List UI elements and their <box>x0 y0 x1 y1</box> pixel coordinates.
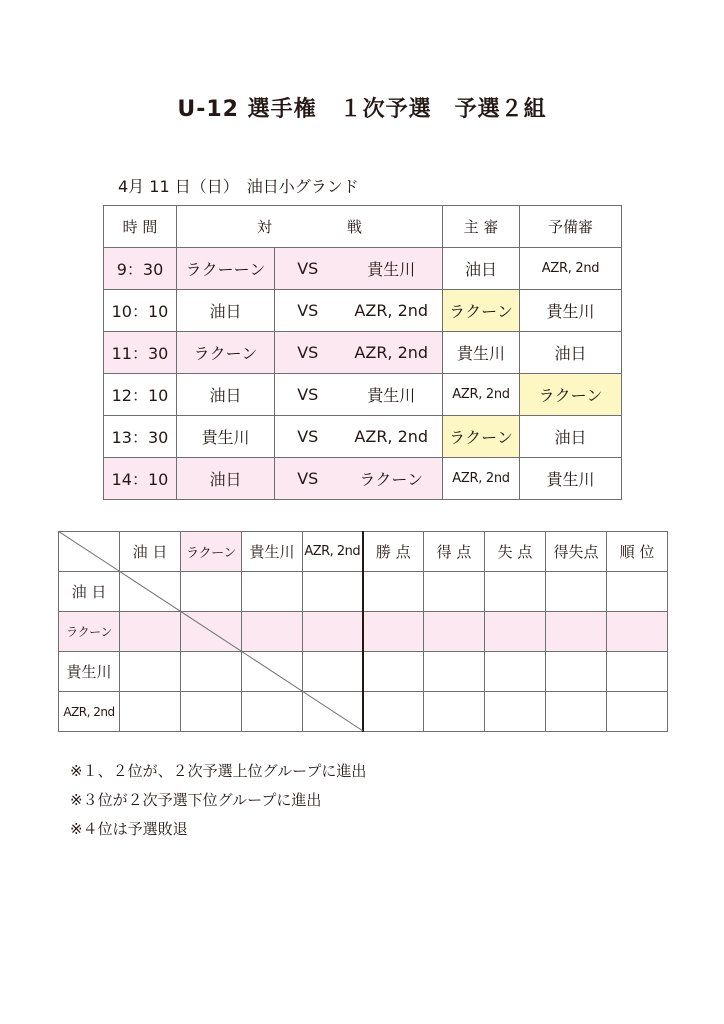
match-time: 14：10 <box>104 458 177 500</box>
stat-cell[interactable] <box>363 692 424 732</box>
row-team: 油 日 <box>59 572 120 612</box>
referee: 貴生川 <box>443 332 520 374</box>
stat-cell[interactable] <box>424 692 485 732</box>
referee: 油日 <box>443 248 520 290</box>
row-team: ラクーン <box>59 612 120 652</box>
table-row <box>104 290 622 332</box>
result-cell[interactable] <box>120 612 181 652</box>
stat-cell[interactable] <box>607 692 668 732</box>
result-cell[interactable] <box>181 572 242 612</box>
table-row <box>104 458 622 500</box>
home-team: ラクーン <box>177 332 275 374</box>
standings-row <box>59 652 668 692</box>
standings-header-row <box>59 532 668 572</box>
stat-cell[interactable] <box>546 612 607 652</box>
vs-label: VS <box>275 374 341 416</box>
stat-cell[interactable] <box>546 572 607 612</box>
result-cell[interactable] <box>242 652 303 692</box>
vs-label: VS <box>275 458 341 500</box>
col-team: 油 日 <box>120 532 181 572</box>
result-cell[interactable] <box>120 692 181 732</box>
vs-label: VS <box>275 332 341 374</box>
stat-cell[interactable] <box>363 572 424 612</box>
referee: ラクーン <box>443 416 520 458</box>
vs-label: VS <box>275 290 341 332</box>
stat-cell[interactable] <box>546 652 607 692</box>
stat-cell[interactable] <box>546 692 607 732</box>
away-team: ラクーン <box>341 458 443 500</box>
vs-label: VS <box>275 248 341 290</box>
stat-cell[interactable] <box>485 692 546 732</box>
schedule-header-row <box>104 206 622 248</box>
stat-cell[interactable] <box>607 652 668 692</box>
col-team: AZR, 2nd <box>303 532 363 572</box>
table-row <box>104 332 622 374</box>
stat-cell[interactable] <box>363 652 424 692</box>
note-line: ※１、２位が、２次予選上位グループに進出 <box>70 762 367 780</box>
home-team: 油日 <box>177 290 275 332</box>
stat-cell[interactable] <box>485 612 546 652</box>
col-team: 貴生川 <box>242 532 303 572</box>
match-time: 13：30 <box>104 416 177 458</box>
stat-cell[interactable] <box>363 612 424 652</box>
away-team: AZR, 2nd <box>341 416 443 458</box>
stat-cell[interactable] <box>485 652 546 692</box>
reserve-referee: ラクーン <box>520 374 622 416</box>
away-team: AZR, 2nd <box>341 290 443 332</box>
result-cell[interactable] <box>181 692 242 732</box>
standings-table <box>58 531 668 732</box>
home-team: 油日 <box>177 374 275 416</box>
table-row <box>104 374 622 416</box>
col-goals-for: 得 点 <box>424 532 485 572</box>
result-cell[interactable] <box>242 572 303 612</box>
away-team: 貴生川 <box>341 248 443 290</box>
stat-cell[interactable] <box>485 572 546 612</box>
result-cell[interactable] <box>181 652 242 692</box>
reserve-referee: AZR, 2nd <box>520 248 622 290</box>
referee: ラクーン <box>443 290 520 332</box>
reserve-referee: 油日 <box>520 332 622 374</box>
home-team: 油日 <box>177 458 275 500</box>
referee-header: 主 審 <box>443 206 520 248</box>
table-row <box>104 416 622 458</box>
result-cell[interactable] <box>242 612 303 652</box>
result-cell[interactable] <box>303 572 363 612</box>
stat-cell[interactable] <box>424 572 485 612</box>
stat-cell[interactable] <box>424 612 485 652</box>
col-team: ラクーン <box>181 532 242 572</box>
standings-row <box>59 612 668 652</box>
result-cell[interactable] <box>120 572 181 612</box>
result-cell[interactable] <box>242 692 303 732</box>
result-cell[interactable] <box>303 692 363 732</box>
stat-cell[interactable] <box>607 572 668 612</box>
match-time: 11：30 <box>104 332 177 374</box>
standings-row <box>59 692 668 732</box>
stat-cell[interactable] <box>607 612 668 652</box>
reserve-referee: 油日 <box>520 416 622 458</box>
note-line: ※３位が２次予選下位グループに進出 <box>70 791 322 809</box>
col-goal-difference: 得失点 <box>546 532 607 572</box>
home-team: 貴生川 <box>177 416 275 458</box>
standings-row <box>59 572 668 612</box>
date-venue: 4月 11 日（日） 油日小グランド <box>118 177 359 196</box>
match-time: 9：30 <box>104 248 177 290</box>
stat-cell[interactable] <box>424 652 485 692</box>
note-line: ※４位は予選敗退 <box>70 820 188 838</box>
referee: AZR, 2nd <box>443 458 520 500</box>
result-cell[interactable] <box>181 612 242 652</box>
row-team: 貴生川 <box>59 652 120 692</box>
result-cell[interactable] <box>303 612 363 652</box>
reserve-referee-header: 予備審 <box>520 206 622 248</box>
referee: AZR, 2nd <box>443 374 520 416</box>
col-goals-against: 失 点 <box>485 532 546 572</box>
away-team: 貴生川 <box>341 374 443 416</box>
reserve-referee: 貴生川 <box>520 458 622 500</box>
vs-label: VS <box>275 416 341 458</box>
result-cell[interactable] <box>120 652 181 692</box>
match-time: 10：10 <box>104 290 177 332</box>
notes <box>70 760 366 847</box>
time-header: 時 間 <box>104 206 177 248</box>
row-team: AZR, 2nd <box>59 692 120 732</box>
col-rank: 順 位 <box>607 532 668 572</box>
table-row <box>104 248 622 290</box>
col-points: 勝 点 <box>363 532 424 572</box>
result-cell[interactable] <box>303 652 363 692</box>
home-team: ラクーーン <box>177 248 275 290</box>
reserve-referee: 貴生川 <box>520 290 622 332</box>
match-time: 12：10 <box>104 374 177 416</box>
match-schedule-table <box>103 205 622 500</box>
away-team: AZR, 2nd <box>341 332 443 374</box>
page-title: U-12 選手権 １次予選 予選２組 <box>177 97 547 122</box>
corner-cell <box>59 532 120 572</box>
match-header: 対 戦 <box>177 206 443 248</box>
